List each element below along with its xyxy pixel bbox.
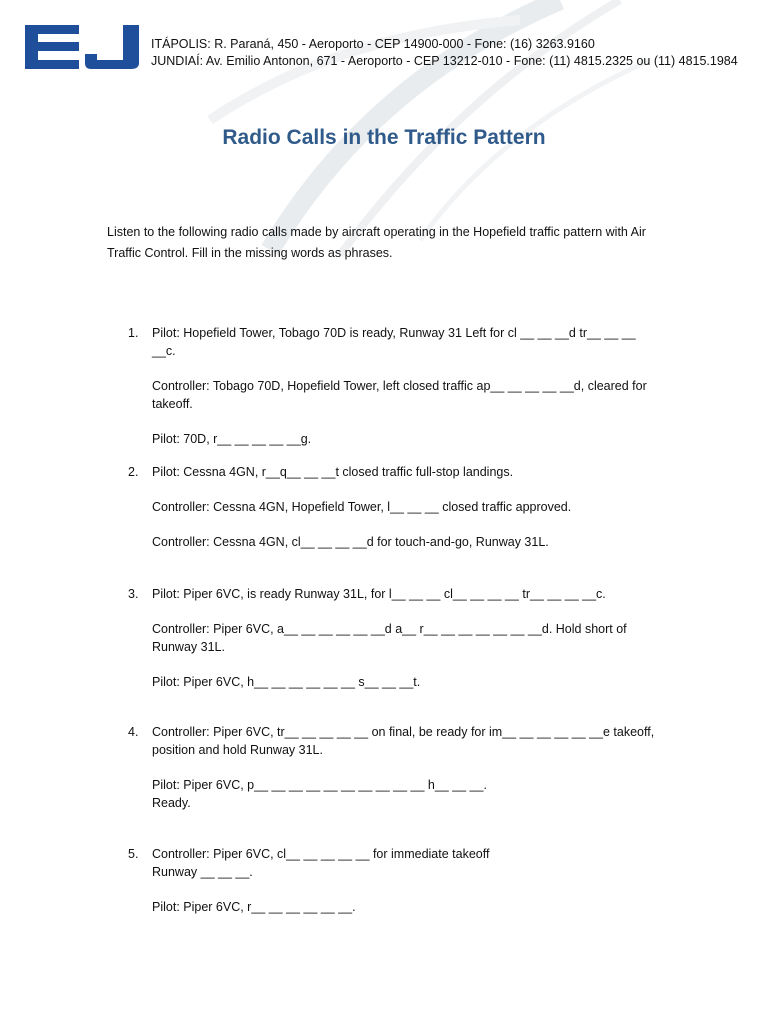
exercise-line: position and hold Runway 31L. bbox=[152, 743, 323, 757]
exercise-line: Pilot: Hopefield Tower, Tobago 70D is ready, Runway 31 Left for cl __ __ __d tr__ __ __ bbox=[152, 326, 636, 340]
exercise-line: Pilot: 70D, r__ __ __ __ __g. bbox=[152, 432, 312, 446]
exercise-number: 5. bbox=[128, 847, 139, 861]
ej-logo bbox=[25, 25, 140, 69]
exercise-line: Controller: Piper 6VC, cl__ __ __ __ __ for immediate takeoff bbox=[152, 847, 490, 861]
exercise-number: 2. bbox=[128, 465, 139, 479]
address-jundiai: JUNDIAÍ: Av. Emilio Antonon, 671 - Aeroporto - CEP 13212-010 - Fone: (11) 4815.2325 ou (11) 4815.1984 bbox=[151, 54, 738, 68]
exercise-line: __c. bbox=[152, 344, 176, 358]
exercise-number: 3. bbox=[128, 587, 139, 601]
exercise-line: Ready. bbox=[152, 796, 191, 810]
exercise-line: Pilot: Piper 6VC, is ready Runway 31L, for l__ __ __ cl__ __ __ __ tr__ __ __ __c. bbox=[152, 587, 606, 601]
page-title: Radio Calls in the Traffic Pattern bbox=[222, 126, 546, 149]
instructions-paragraph: Listen to the following radio calls made by aircraft operating in the Hopefield traffic pattern with Air Traffic Control. Fill in the missing words as phrases. bbox=[107, 225, 646, 260]
address-itapolis: ITÁPOLIS: R. Paraná, 450 - Aeroporto - CEP 14900-000 - Fone: (16) 3263.9160 bbox=[151, 37, 595, 51]
exercise-number: 4. bbox=[128, 725, 139, 739]
exercise-line: Controller: Cessna 4GN, cl__ __ __ __d for touch-and-go, Runway 31L. bbox=[152, 535, 549, 549]
exercise-line: Pilot: Piper 6VC, r__ __ __ __ __ __. bbox=[152, 900, 356, 914]
company-addresses bbox=[151, 36, 738, 70]
exercise-line: Controller: Piper 6VC, tr__ __ __ __ __ on final, be ready for im__ __ __ __ __ __e takeoff, bbox=[152, 725, 655, 739]
exercise-line: Pilot: Piper 6VC, p__ __ __ __ __ __ __ __ __ __ h__ __ __. bbox=[152, 778, 487, 792]
exercise-line: takeoff. bbox=[152, 397, 193, 411]
exercise-number: 1. bbox=[128, 326, 139, 340]
exercise-line: Controller: Piper 6VC, a__ __ __ __ __ __d a__ r__ __ __ __ __ __ __d. Hold short of bbox=[152, 622, 627, 636]
exercise-line: Controller: Tobago 70D, Hopefield Tower, left closed traffic ap__ __ __ __ __d, cleared for bbox=[152, 379, 647, 393]
exercise-line: Runway 31L. bbox=[152, 640, 225, 654]
exercise-line: Pilot: Cessna 4GN, r__q__ __ __t closed traffic full-stop landings. bbox=[152, 465, 514, 479]
exercise-line: Controller: Cessna 4GN, Hopefield Tower, l__ __ __ closed traffic approved. bbox=[152, 500, 572, 514]
exercise-line: Runway __ __ __. bbox=[152, 865, 253, 879]
exercise-line: Pilot: Piper 6VC, h__ __ __ __ __ __ s__ __ __t. bbox=[152, 675, 421, 689]
